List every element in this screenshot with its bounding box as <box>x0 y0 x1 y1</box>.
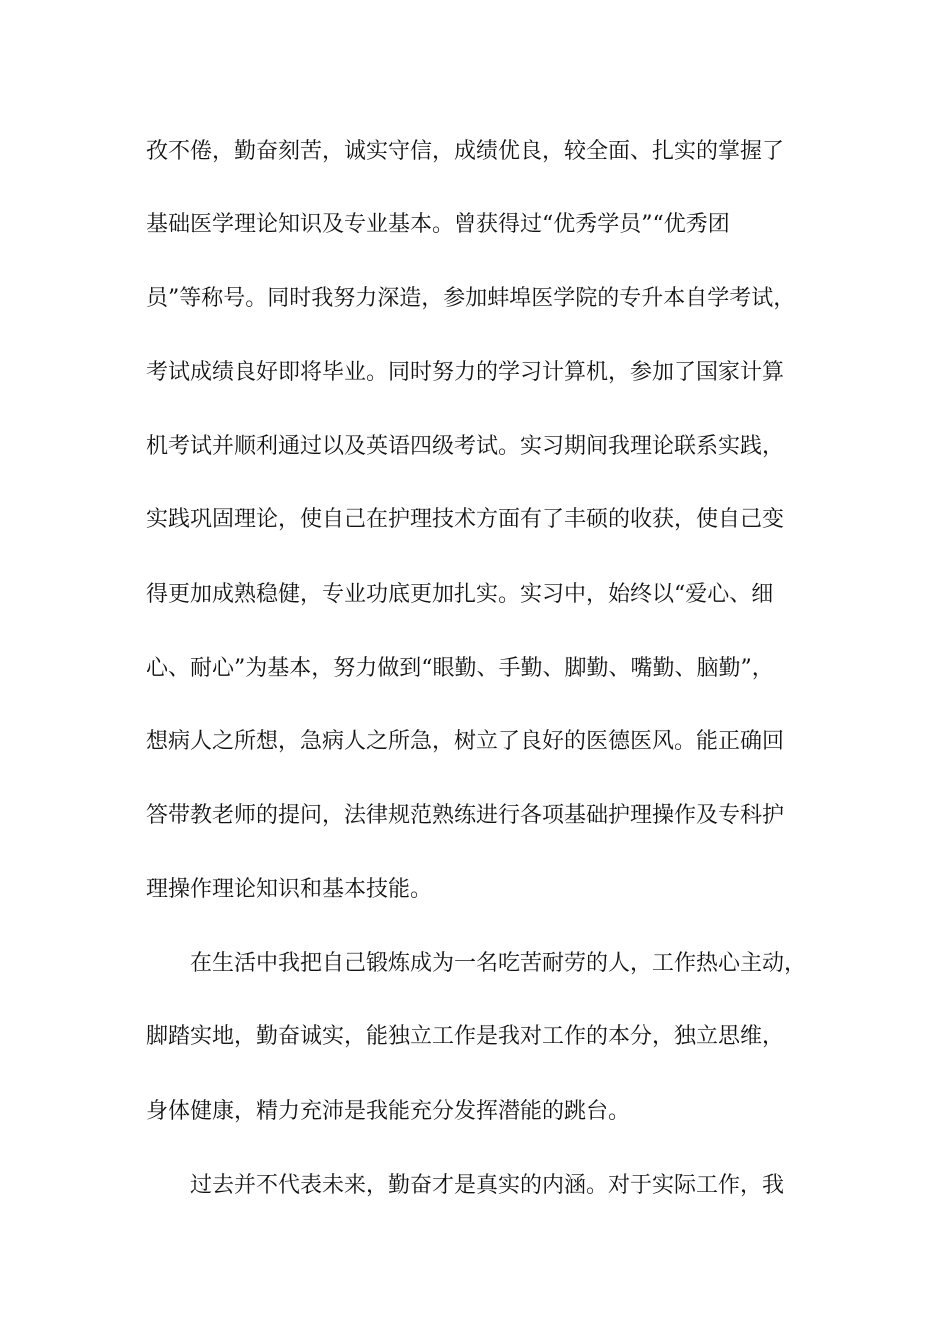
text-line: 孜不倦，勤奋刻苦，诚实守信，成绩优良，较全面、扎实的掌握了 <box>146 139 785 164</box>
text-line: 考试成绩良好即将毕业。同时努力的学习计算机，参加了国家计算 <box>146 360 785 385</box>
text-line: 身体健康，精力充沛是我能充分发挥潜能的跳台。 <box>146 1099 631 1124</box>
text-line: 员”等称号。同时我努力深造，参加蚌埠医学院的专升本自学考试， <box>146 286 796 311</box>
text-line: 得更加成熟稳健，专业功底更加扎实。实习中，始终以“爱心、细 <box>146 582 774 607</box>
text-line: 答带教老师的提问，法律规范熟练进行各项基础护理操作及专科护 <box>146 803 785 828</box>
paragraph-start-line: 在生活中我把自己锻炼成为一名吃苦耐劳的人，工作热心主动， <box>190 951 807 976</box>
paragraph-start-line: 过去并不代表未来，勤奋才是真实的内涵。对于实际工作，我 <box>190 1173 785 1198</box>
text-line: 心、耐心”为基本，努力做到“眼勤、手勤、脚勤、嘴勤、脑勤”， <box>146 656 774 681</box>
text-line: 理操作理论知识和基本技能。 <box>146 877 433 902</box>
text-line: 实践巩固理论，使自己在护理技术方面有了丰硕的收获，使自己变 <box>146 507 785 532</box>
text-line: 机考试并顺利通过以及英语四级考试。实习期间我理论联系实践， <box>146 434 785 459</box>
text-line: 想病人之所想，急病人之所急，树立了良好的医德医风。能正确回 <box>146 729 785 754</box>
text-line: 基础医学理论知识及专业基本。曾获得过“优秀学员”“优秀团 <box>146 212 730 237</box>
text-line: 脚踏实地，勤奋诚实，能独立工作是我对工作的本分，独立思维， <box>146 1024 785 1049</box>
